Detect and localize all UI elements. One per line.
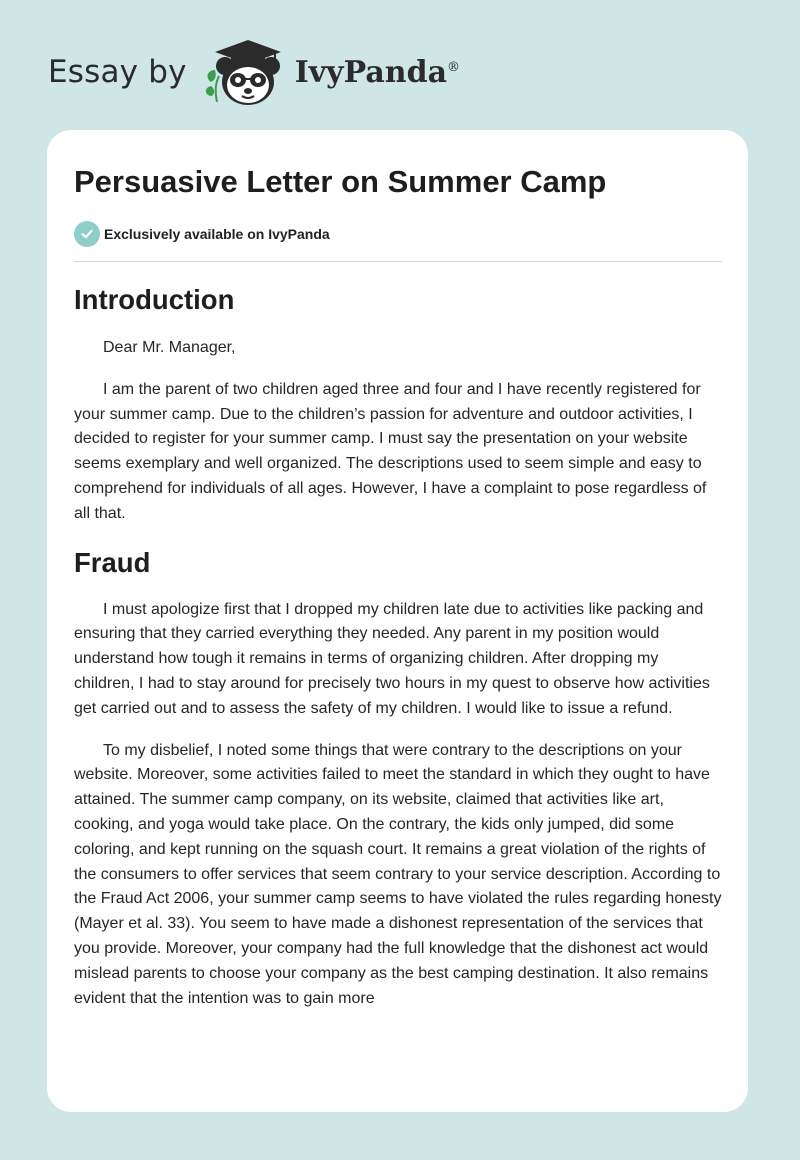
check-icon bbox=[74, 221, 100, 247]
title-divider bbox=[74, 261, 722, 262]
section-heading-fraud: Fraud bbox=[74, 546, 151, 578]
brand-name-text: IvyPanda bbox=[294, 54, 448, 90]
fraud-paragraph-2: To my disbelief, I noted some things that were contrary to the descriptions on your website. Moreover, some activities failed to meet the standard in which they ought to have attained. The summer camp company, on its website, claimed that activities like art, cooking, and yoga would take place. On the contrary, the kids only jumped, did some coloring, and kept running on the squash court. It remains a great violation of the rights of the consumers to offer services that seem contrary to your service description. According to the Fraud Act 2006, your summer camp seems to have violated the rules regarding honesty (Mayer et al. 33). You seem to have made a dishonest representation of the services that you provide. Moreover, your company had the full knowledge that the dishonest act would mislead parents to choose your company as the best camping destination. It also remains evident that the intention was to gain more bbox=[74, 741, 722, 1007]
letter-greeting: Dear Mr. Manager, bbox=[103, 339, 236, 356]
section-heading-introduction: Introduction bbox=[74, 284, 235, 315]
fraud-paragraph-1: I must apologize first that I dropped my children late due to activities like packing and ensuring that they carried everything they needed. Any parent in my position would understand how tough it remains in terms of organizing children. After dropping my children, I had to stay around for precisely two hours in my quest to observe how activities get carried out and to assess the safety of my children. I would like to issue a refund. bbox=[74, 600, 710, 717]
introduction-paragraph: I am the parent of two children aged three and four and I have recently registered for your summer camp. Due to the children’s passion for adventure and outdoor activities, I decided to register for your summer camp. I must say the presentation on your website seems exemplary and well organized. The descriptions used to seem simple and easy to comprehend for individuals of all ages. However, I have a complaint to pose regardless of all that. bbox=[74, 380, 707, 522]
brand-prefix: Essay by bbox=[48, 54, 187, 90]
essay-card bbox=[47, 130, 748, 1112]
exclusive-badge bbox=[74, 221, 330, 247]
brand-header[interactable] bbox=[48, 36, 460, 108]
registered-mark: ® bbox=[447, 59, 461, 75]
essay-title: Persuasive Letter on Summer Camp bbox=[74, 164, 607, 199]
exclusive-badge-text: Exclusively available on IvyPanda bbox=[104, 226, 330, 242]
essay-content bbox=[74, 282, 722, 1011]
panda-logo-icon bbox=[201, 36, 293, 108]
brand-name bbox=[295, 55, 460, 90]
